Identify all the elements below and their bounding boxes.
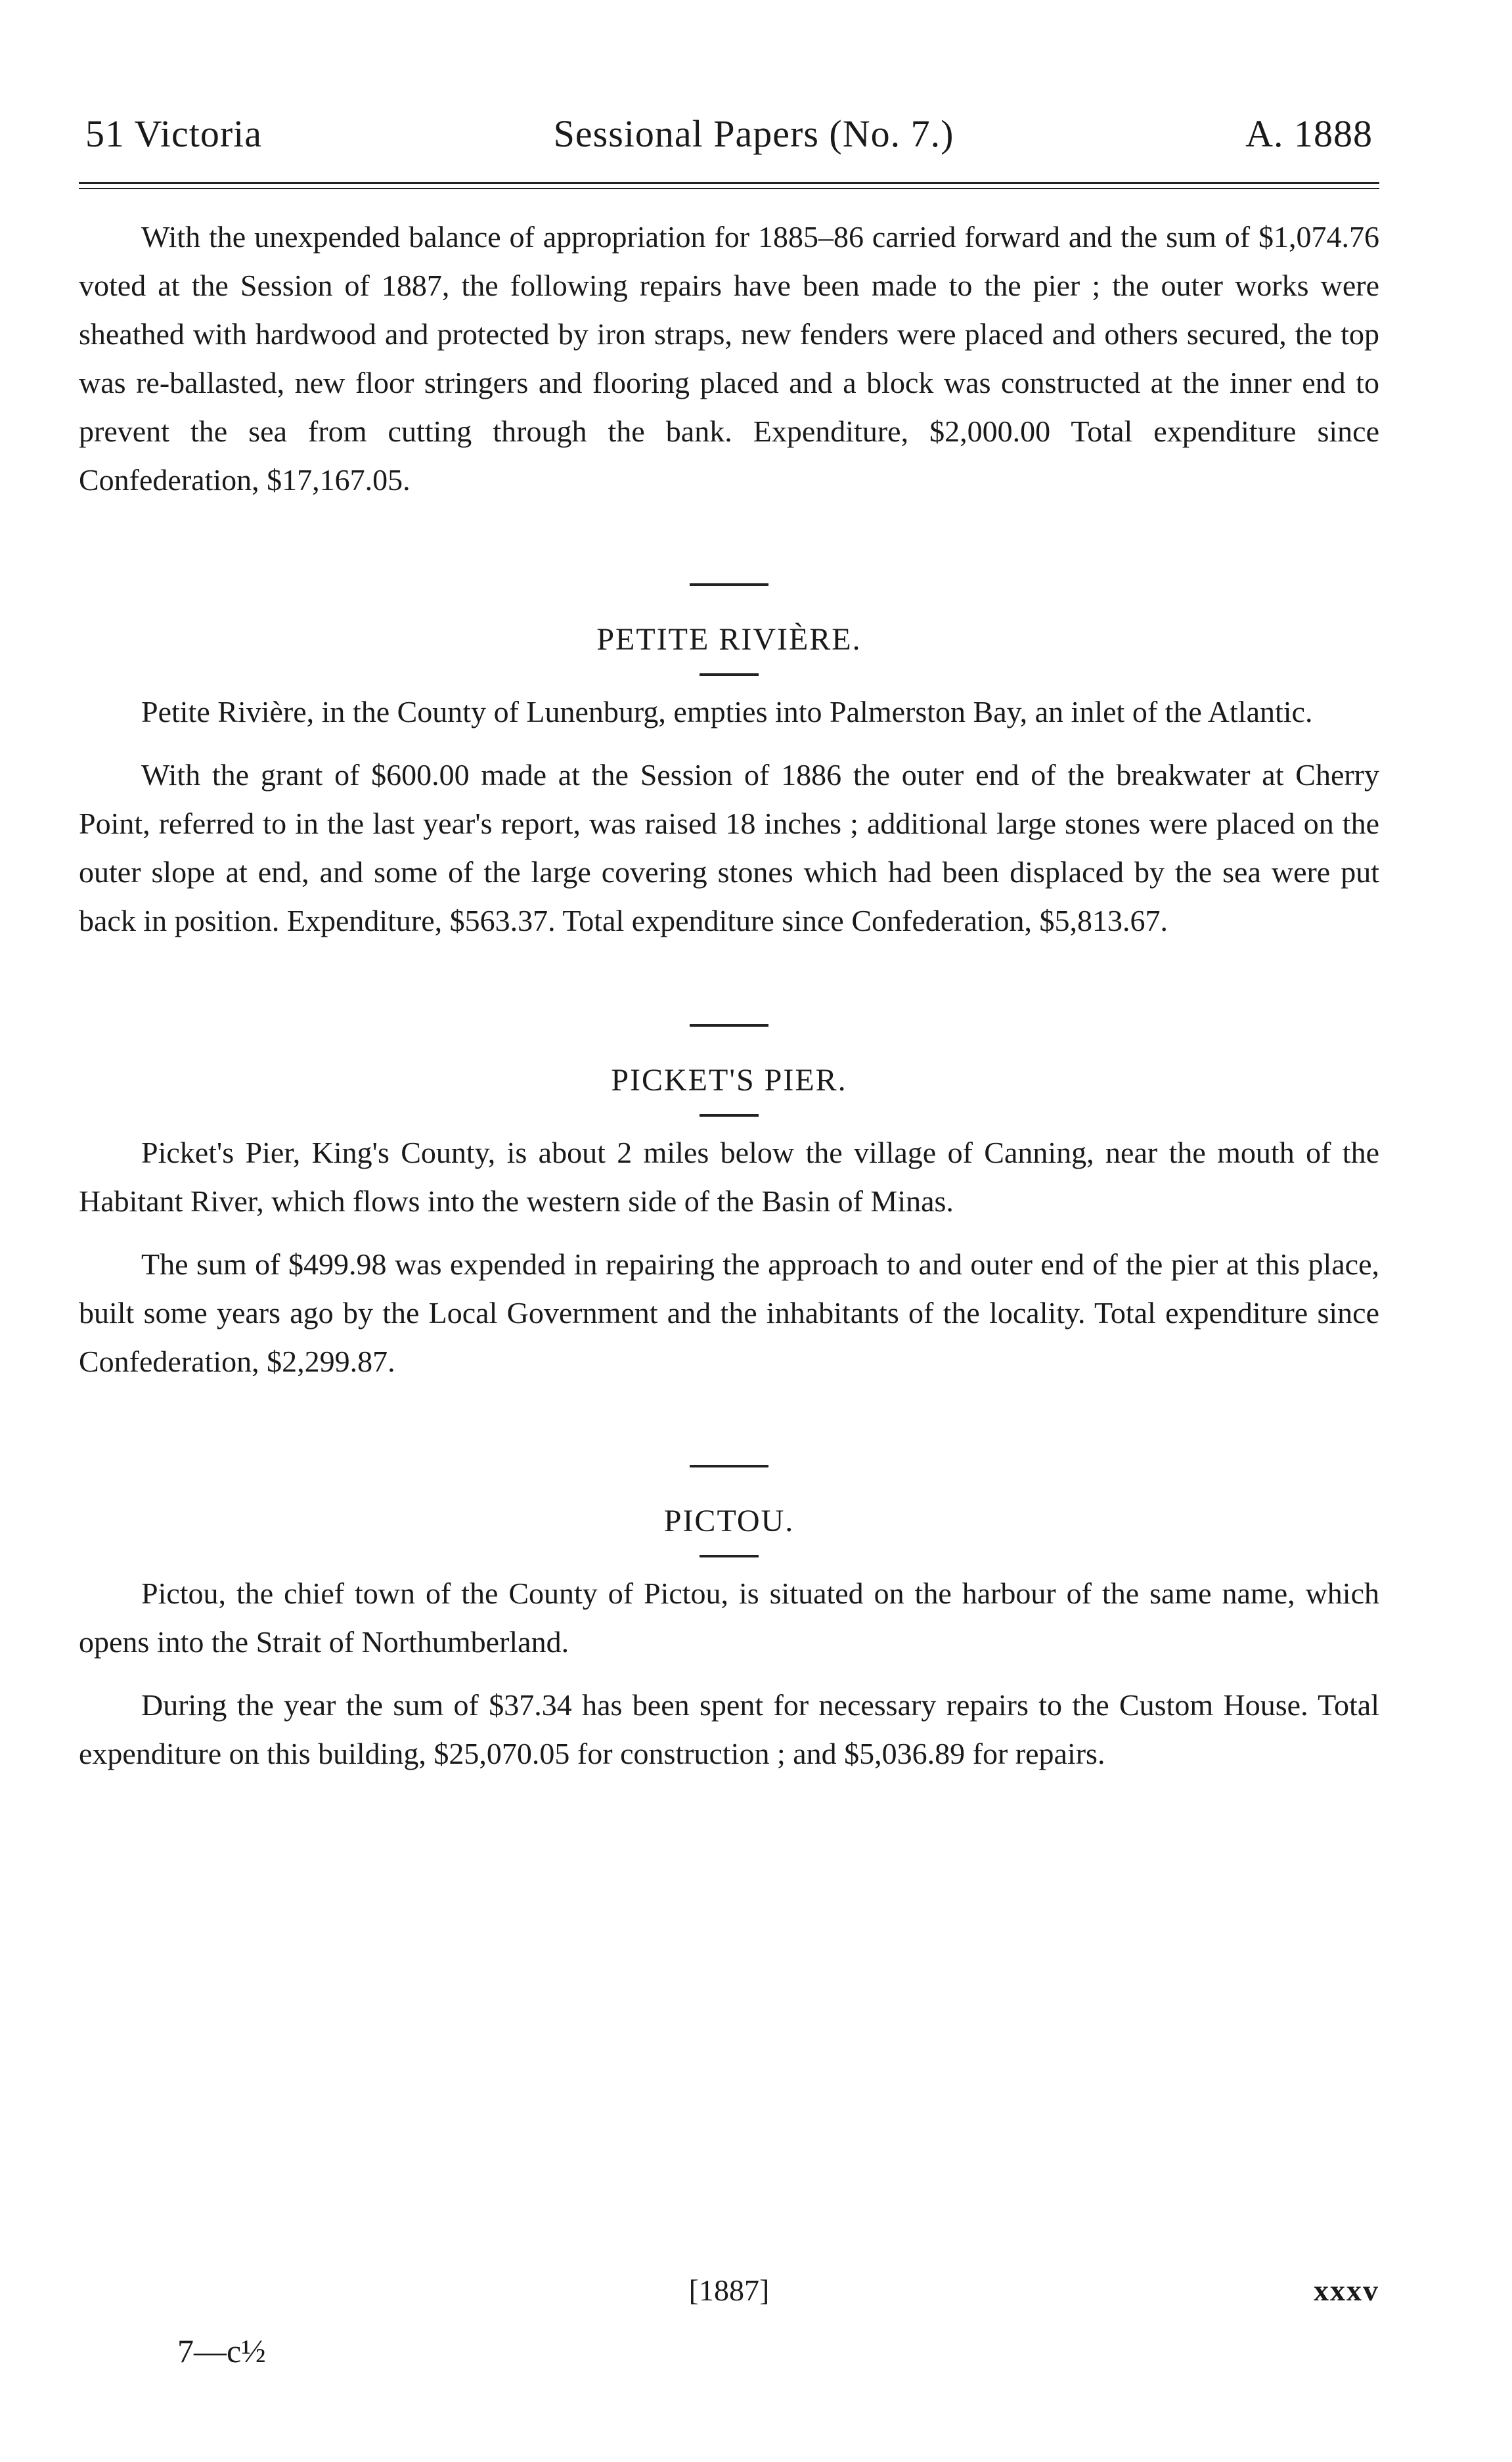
header-right: A. 1888 [1245,112,1373,155]
title-underline [700,1114,759,1117]
section-divider [690,1465,768,1467]
header-left: 51 Victoria [85,112,262,155]
document-page [79,112,1379,1778]
intro-paragraph: With the unexpended balance of appropriation for 1885–86 carried forward and the sum of $1,074.76 voted at the Session of 1887, the following repairs have been made to the pier ; the outer works were sheathed with hardwood and protected by iron straps, new fenders were placed and others secured, the top was re-ballasted, new floor stringers and flooring placed and a block was constructed at the inner end to prevent the sea from cutting through the bank. Expenditure, $2,000.00 Total expenditure since Confederation, $17,167.05. [79,220,1379,497]
section-divider [690,1024,768,1027]
footer-year: [1887] [688,2273,770,2307]
header-center: Sessional Papers (No. 7.) [553,112,954,155]
petite-riviere-paragraph-1: Petite Rivière, in the County of Lunenburg, empties into Palmerston Bay, an inlet of the Atlantic. [141,695,1313,728]
pickets-pier-paragraph-1: Picket's Pier, King's County, is about 2 miles below the village of Canning, near the mouth of the Habitant River, which flows into the western side of the Basin of Minas. [79,1136,1379,1218]
pickets-pier-paragraph-2: The sum of $499.98 was expended in repairing the approach to and outer end of the pier at this place, built some years ago by the Local Government and the inhabitants of the locality. Total expenditure since Confederation, $2,299.87. [79,1247,1379,1378]
page-number: xxxv [1314,2273,1379,2307]
section-divider [690,583,768,586]
pictou-paragraph-2: During the year the sum of $37.34 has been spent for necessary repairs to the Custom House. Total expenditure on this building, $25,070.05 for construction ; and $5,036.89 for repairs. [79,1688,1379,1770]
running-header [79,112,1379,156]
pictou-paragraph-1: Pictou, the chief town of the County of Pictou, is situated on the harbour of the same name, which opens into the Strait of Northumberland. [79,1577,1379,1659]
header-rule [79,182,1379,189]
signature-mark: 7—c½ [177,2333,266,2369]
section-title-pickets-pier: PICKET'S PIER. [611,1063,847,1098]
title-underline [700,1555,759,1557]
section-title-petite-riviere: PETITE RIVIÈRE. [596,622,862,657]
petite-riviere-paragraph-2: With the grant of $600.00 made at the Session of 1886 the outer end of the breakwater at Cherry Point, referred to in the last year's report, was raised 18 inches ; additional large stones were placed on the outer slope at end, and some of the large covering stones which had been displaced by the sea were put back in position. Expenditure, $563.37. Total expenditure since Confederation, $5,813.67. [79,758,1379,937]
section-title-pictou: PICTOU. [663,1504,795,1538]
title-underline [700,673,759,676]
